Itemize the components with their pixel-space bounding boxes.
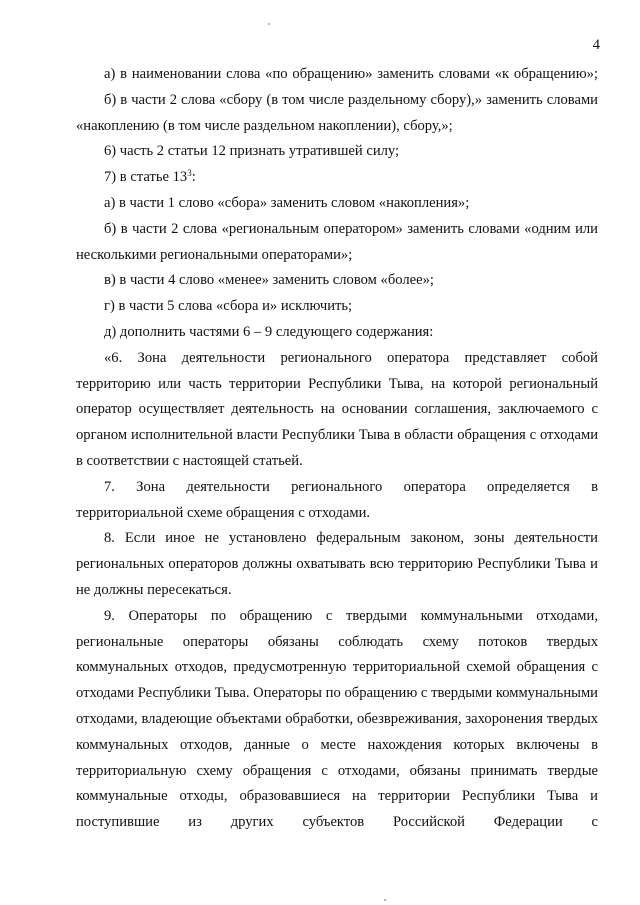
paragraph-item-7d: г) в части 5 слова «сбора и» исключить; xyxy=(104,298,353,315)
document-body xyxy=(76,62,598,836)
paragraph-item-6b: б) в части 2 слова «сбору (в том числе раздельному сбору),» заменить словами «накоплению (в том числе раздельном накоплении), сбору,»; xyxy=(76,91,598,134)
paragraph-item-7 xyxy=(76,165,598,191)
paragraph-part-8: 8. Если иное не установлено федеральным законом, зоны деятельности региональных операторов должны охватывать всю территорию Республики Тыва и не должны пересекаться. xyxy=(76,530,598,598)
paragraph-part-9: 9. Операторы по обращению с твердыми коммунальными отходами, региональные операторы обязаны соблюдать схему потоков твердых коммунальных отходов, предусмотренную территориальной схемой обращения с отходами Республики Тыва. Операторы по обращению с твердыми коммунальными отходами, владеющие объектами обработки, обезвреживания, захоронения твердых коммунальных отходов, данные о месте нахождения которых включены в территориальную схему обращения с отходами, обязаны принимать твердые коммунальные отходы, образовавшиеся на территории Республики Тыва и поступившие из других субъектов Российской Федерации с xyxy=(76,607,598,831)
paragraph-item-7e: д) дополнить частями 6 – 9 следующего содержания: xyxy=(104,323,434,340)
item-7-text: 7) в статье 13 xyxy=(104,169,188,186)
paragraph-item-7a: а) в части 1 слово «сбора» заменить словом «накопления»; xyxy=(104,194,470,211)
paragraph-part-7: 7. Зона деятельности регионального оператора определяется в территориальной схеме обращения с отходами. xyxy=(76,478,598,521)
paragraph-item-6a: а) в наименовании слова «по обращению» заменить словами «к обращению»; xyxy=(104,66,598,82)
scan-speck-bottom xyxy=(384,899,386,901)
page-number: 4 xyxy=(592,37,600,53)
item-7-suffix: : xyxy=(191,169,196,186)
item-7-superscript: 3 xyxy=(187,168,192,179)
paragraph-item-6: 6) часть 2 статьи 12 признать утратившей силу; xyxy=(104,143,400,160)
paragraph-item-7c: в) в части 4 слово «менее» заменить словом «более»; xyxy=(104,272,434,289)
paragraph-item-7b: б) в части 2 слова «региональным оператором» заменить словами «одним или несколькими региональными операторами»; xyxy=(76,220,598,263)
scan-speck-top xyxy=(268,23,270,25)
paragraph-part-6: «6. Зона деятельности регионального оператора представляет собой территорию или часть территории Республики Тыва, на которой региональный оператор осуществляет деятельность на основании соглашения, заключаемого с органом исполнительной власти Республики Тыва в области обращения с отходами в соответствии с настоящей статьей. xyxy=(76,349,598,469)
